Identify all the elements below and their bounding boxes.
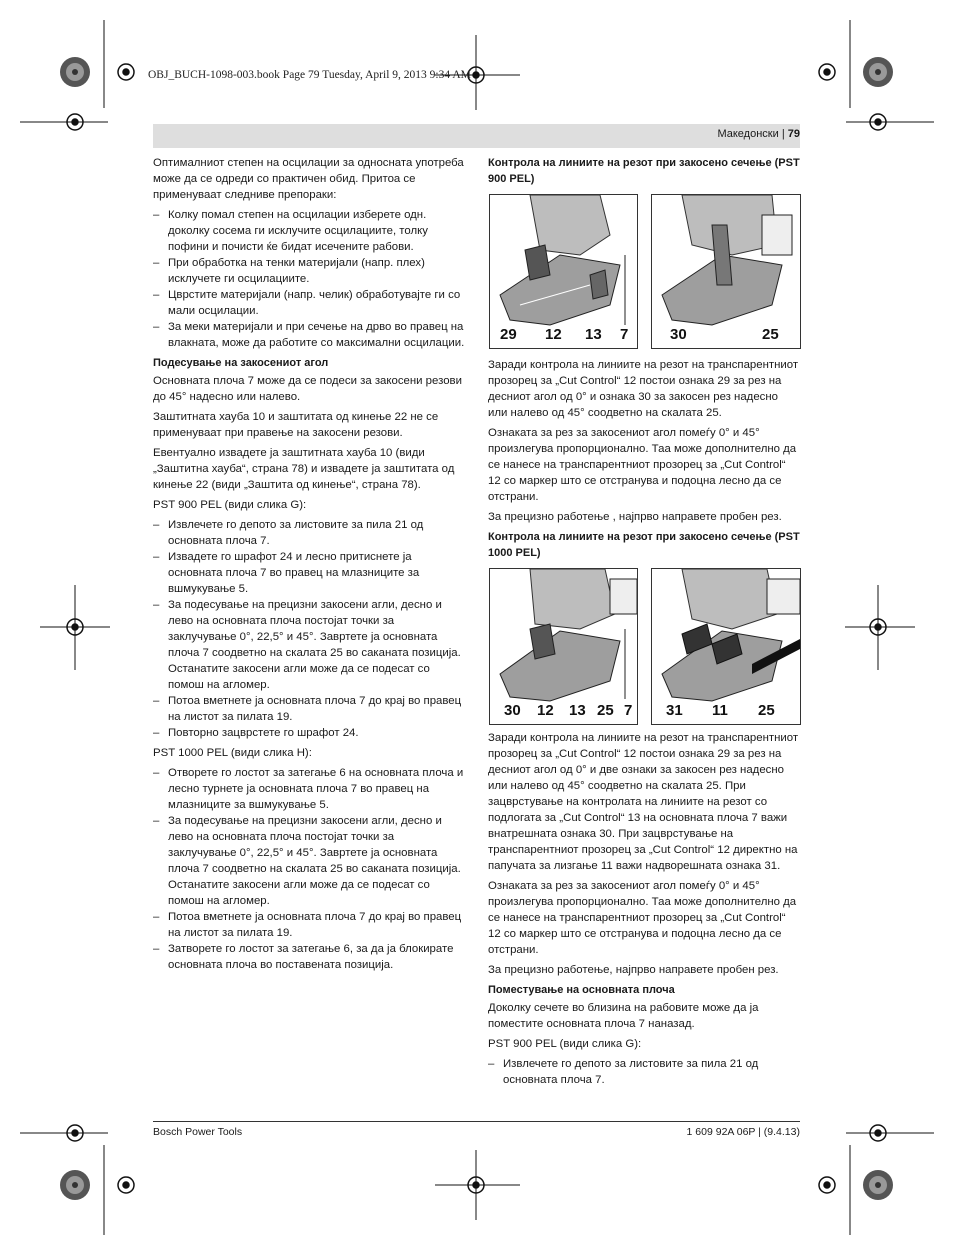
list-item: – За подесување на прецизни закосени агли, десно и лево на основната плоча постојат точки за заклучување 0°, 22,5° и 45°. Завртете ја основната плоча 7 соодветно на скалата 25 во саканата позиција. Останатите закосени агли може да се подесат со помош на агломер. [153,597,465,693]
section-heading-control-1000: Контрола на линиите на резот при закосено сечење (PST 1000 PEL) [488,531,800,559]
callout-label: 7 [624,702,633,719]
callout-label: 30 [504,702,521,719]
figure-g-left [489,194,638,349]
right-column-top [488,155,800,189]
model-label: PST 900 PEL (види слика G): [488,1038,642,1050]
list-item: – Колку помал степен на осцилации изберете одн. доколку сосема ги исклучите осцилациите, толку пофини и почисти ќе бидат исечените рабови. [153,207,465,255]
list-item: – За меки материјали и при сечење на дрво во правец на влакната, може да работите со максимални осцилации. [153,319,465,351]
running-header-bar [153,124,800,148]
intro-paragraph: Оптималниот степен на осцилации за односната употреба може да се одреди со практичен обид. Притоа се применуваат следниве препораки: [153,157,464,201]
pst1000-steps [153,765,465,973]
model-label: PST 1000 PEL (види слика H): [153,747,312,759]
list-item: – Извлечете го депото за листовите за пила 21 од основната плоча 7. [488,1056,800,1088]
callout-label: 25 [762,326,779,343]
footer-brand: Bosch Power Tools [153,1126,243,1138]
list-item: – Извадете го шрафот 24 и лесно притиснете ја основната плоча 7 во правец на млазниците за вшмукување 5. [153,549,465,597]
callout-label: 12 [545,326,562,343]
header-language: Македонски [717,128,779,140]
callout-label: 31 [666,702,683,719]
callout-label: 12 [537,702,554,719]
figure-h-left [489,568,638,725]
callout-label: 30 [670,326,687,343]
callout-label: 13 [585,326,602,343]
list-item: – Извлечете го депото за листовите за пила 21 од основната плоча 7. [153,517,465,549]
figure-callouts [652,326,800,344]
callout-label: 11 [712,702,728,719]
list-item: – Потоа вметнете ја основната плоча 7 до крај во правец на листот за пилата 19. [153,909,465,941]
paragraph: Ознаката за рез за закосениот агол помеѓу 0° и 45° произлегува пропорционално. Таа може дополнително да се нанесе на транспарентниот прозорец за „Cut Control“ 12 со маркер што се отстранува и подоцна лесно да се отстрани. [488,880,797,956]
right-column-bottom [488,730,800,1092]
paragraph: Заради контрола на линиите на резот на транспарентниот прозорец за „Cut Control“ 12 постои ознака 29 за рез на десниот агол од 0° и ознака 30 за закосен рез надесно или налево од 45° соодветно на скалата 25. [488,359,799,419]
paragraph: Заради контрола на линиите на резот на транспарентниот прозорец за „Cut Control“ 12 постои ознака 29 за рез на десниот агол од 0° и две ознаки за закосен рез надесно или налево од 45° соодветно на скалата 25. При зацврстување на контролата на линиите на резот со подлогата за „Cut Control“ 13 на основната плоча 7 важи внатрешната ознака 30. При зацврстување на транспарентниот прозорец за „Cut Control“ 12 директно на папучата за лизгање 11 важи надворешната ознака 31. [488,732,799,872]
callout-label: 25 [597,702,614,719]
list-item: – Отворете го лостот за затегање 6 на основната плоча и лесно турнете ја основната плоча 7 во правец на млазниците за вшмукување 5. [153,765,465,813]
figure-callouts [652,702,800,720]
saw-illustration [652,569,800,724]
callout-label: 13 [569,702,586,719]
saw-illustration [490,569,637,724]
right-column-mid [488,357,800,563]
model-label: PST 900 PEL (види слика G): [153,499,307,511]
list-item: – При обработка на тенки материјали (напр. плех) исклучете ги осцилациите. [153,255,465,287]
intro-list [153,207,465,351]
header-separator: | [781,128,785,140]
figure-callouts [490,702,637,720]
figure-h-right [651,568,801,725]
callout-label: 29 [500,326,517,343]
running-header [717,128,800,140]
figure-callouts [490,326,637,344]
paragraph: За прецизно работење, најпрво направете пробен рез. [488,964,779,976]
header-page-number: 79 [787,128,800,140]
pst900-steps [153,517,465,741]
section-heading-control-900: Контрола на линиите на резот при закосено сечење (PST 900 PEL) [488,157,800,185]
list-item: – Потоа вметнете ја основната плоча 7 до крај во правец на листот за пилата 19. [153,693,465,725]
list-item: – Повторно зацврстете го шрафот 24. [153,725,465,741]
callout-label: 25 [758,702,775,719]
paragraph: Доколку сечете во близина на рабовите може да ја поместите основната плоча 7 наназад. [488,1002,759,1030]
paragraph: Евентуално извадете ја заштитната хауба 10 (види „Заштитна хауба“, страна 78) и извадете ја заштитата од кинење 22 (види „Заштита од кинење“, страна 78). [153,447,455,491]
pst900-steps-right [488,1056,800,1088]
section-heading-move: Поместување на основната плоча [488,984,675,996]
list-item: – За подесување на прецизни закосени агли, десно и лево на основната плоча постојат точки за заклучување 0°, 22,5° и 45°. Завртете ја основната плоча 7 соодветно на скалата 25 во саканата позиција. Останатите закосени агли може да се подесат со помош на агломер. [153,813,465,909]
printer-slug: OBJ_BUCH-1098-003.book Page 79 Tuesday, April 9, 2013 9:34 AM [148,69,471,81]
paragraph: Заштитната хауба 10 и заштитата од кинење 22 не се применуваат при правење на закосени резови. [153,411,439,439]
left-column [153,155,465,977]
paragraph: За прецизно работење , најпрво направете пробен рез. [488,511,782,523]
list-item: – Затворете го лостот за затегање 6, за да ја блокирате основната плоча во поставената позиција. [153,941,465,973]
callout-label: 7 [620,326,629,343]
paragraph: Ознаката за рез за закосениот агол помеѓу 0° и 45° произлегува пропорционално. Таа може дополнително да се нанесе на транспарентниот прозорец за „Cut Control“ 12 со маркер што се отстранува и подоцна лесно да се отстрани. [488,427,797,503]
footer-code: 1 609 92A 06P | (9.4.13) [686,1126,800,1138]
figure-g-right [651,194,801,349]
paragraph: Основната плоча 7 може да се подеси за закосени резови до 45° надесно или налево. [153,375,462,403]
section-heading-angle: Подесување на закосениот агол [153,357,329,369]
list-item: – Цврстите материјали (напр. челик) обработувајте ги со мали осцилации. [153,287,465,319]
footer-rule [153,1121,800,1122]
